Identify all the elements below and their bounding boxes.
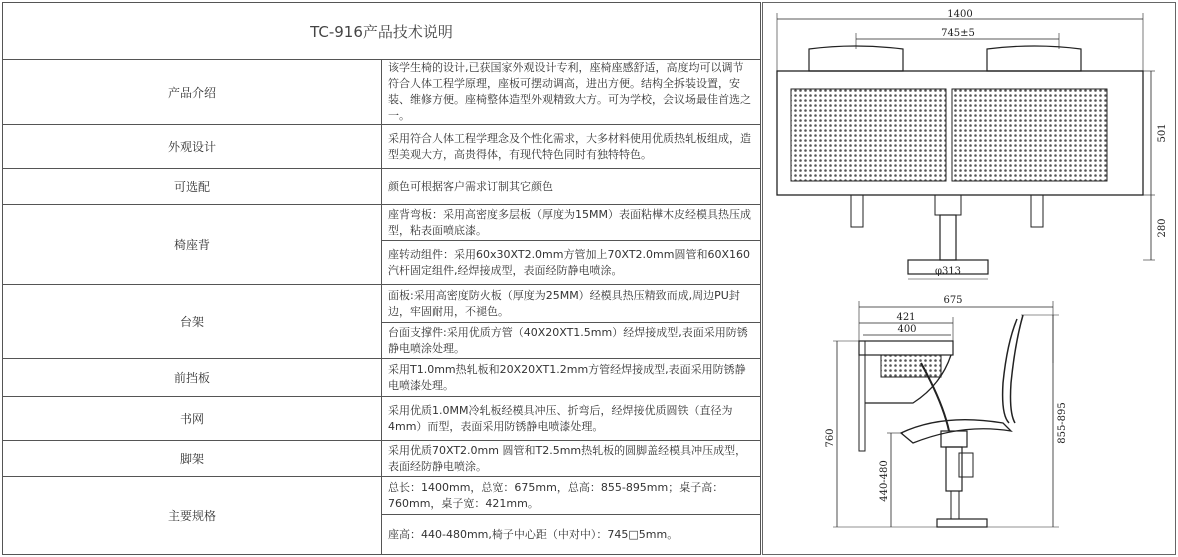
row-label-intro: 产品介绍 [3,60,382,125]
side-view [833,301,1059,527]
row-label-seat-back: 椅座背 [3,205,382,285]
row-value-main-spec-1: 总长：1400mm，总宽：675mm，总高：855-895mm；桌子高：760mm，桌子宽：421mm。 [382,477,761,515]
spec-table [2,2,761,555]
row-label-main-spec: 主要规格 [3,477,382,555]
dim-total-height: 855-895 [1057,402,1068,444]
row-value-seat-back-board: 座背弯板：采用高密度多层板（厚度为15MM）表面粘樺木皮经模具热压成型，粘表面喷底漆。 [382,205,761,241]
row-value-front-panel: 采用T1.0mm热轧板和20X20XT1.2mm方管经焊接成型,表面采用防锈静电喷漆处理。 [382,359,761,397]
technical-drawing [762,2,1176,555]
row-label-book-net: 书网 [3,397,382,441]
row-label-desk-frame: 台架 [3,285,382,359]
row-label-leg-frame: 脚架 [3,441,382,477]
front-view [777,13,1155,279]
row-value-options: 颜色可根据客户需求订制其它颜色 [382,169,761,205]
dim-height-lower: 280 [1157,218,1168,238]
dim-height-upper: 501 [1157,123,1168,143]
dim-base-diameter: φ313 [934,266,962,277]
drawing-svg [763,3,1177,556]
row-value-appearance: 采用符合人体工程学理念及个性化需求，大多材料使用优质热轧板组成，造型美观大方，高贵得体，有现代特色同时有独特特色。 [382,125,761,169]
dim-desk-width: 421 [896,312,916,323]
dim-desk-inner: 400 [897,324,917,335]
row-value-desk-support: 台面支撑件:采用优质方管（40X20XT1.5mm）经焊接成型,表面采用防锈静电喷涂处理。 [382,323,761,359]
row-value-desk-top: 面板:采用高密度防火板（厚度为25MM）经模具热压精致而成,周边PU封边，牢固耐用，不褪色。 [382,285,761,323]
row-value-leg-frame: 采用优质70XT2.0mm 圆管和T2.5mm热轧板的圆脚盖经模具冲压成型，表面经防静电喷涂。 [382,441,761,477]
dim-total-width: 1400 [947,9,973,20]
dim-seat-height: 440-480 [879,460,890,502]
page-title: TC-916产品技术说明 [3,3,761,60]
row-label-front-panel: 前挡板 [3,359,382,397]
row-label-options: 可选配 [3,169,382,205]
dim-desk-height: 760 [825,428,836,448]
row-value-book-net: 采用优质1.0MM冷轧板经模具冲压、折弯后，经焊接优质圆铁（直径为4mm）而型，表面采用防锈静电喷漆处理。 [382,397,761,441]
dim-center-distance: 745±5 [941,28,975,39]
row-value-intro: 该学生椅的设计,已获国家外观设计专利，座椅座感舒适，高度均可以调节符合人体工程学原理，座板可摆动调高，进出方便。结构全拆装设置，安装、维修方便。座椅整体造型外观精致大方。可为学校，会议场最佳首选之一。 [382,60,761,125]
row-label-appearance: 外观设计 [3,125,382,169]
row-value-main-spec-2: 座高：440-480mm,椅子中心距（中对中）：745□5mm。 [382,515,761,555]
row-value-seat-rotation: 座转动组件：采用60x30XT2.0mm方管加上70XT2.0mm圆管和60X160汽杆固定组件,经焊接成型，表面经防静电喷涂。 [382,241,761,285]
dim-total-depth: 675 [943,295,963,306]
